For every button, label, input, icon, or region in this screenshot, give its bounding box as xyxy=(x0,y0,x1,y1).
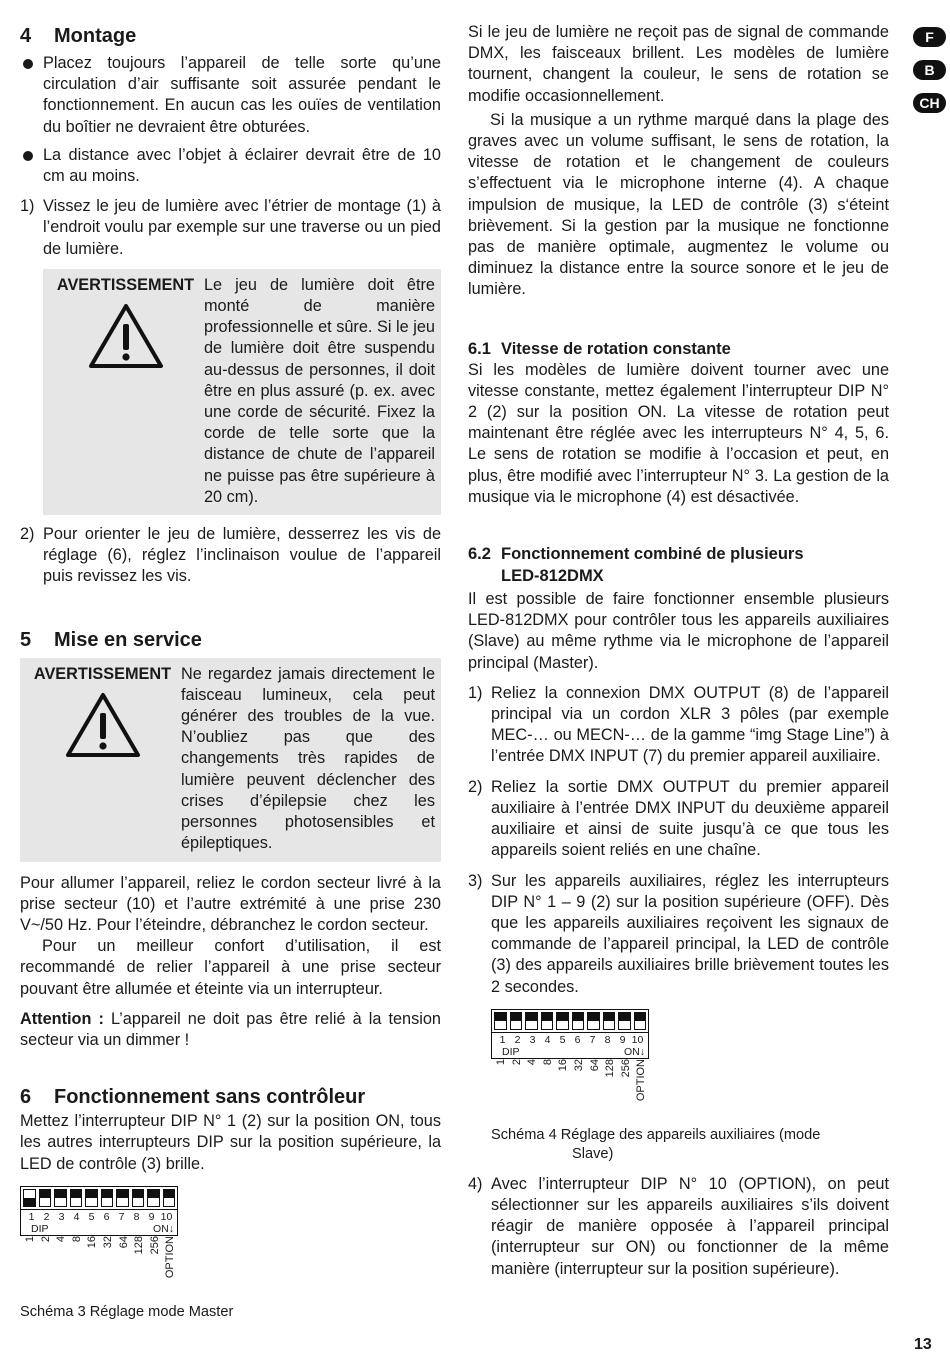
step-number: 2) xyxy=(20,525,35,544)
dip-switch-value: 8 xyxy=(541,1058,554,1065)
bullet-dot-icon xyxy=(20,53,43,138)
figure-caption: Schéma 3 Réglage mode Master xyxy=(20,1303,234,1320)
dip-switch-1 xyxy=(494,1012,507,1030)
bullet-text: Placez toujours l’appareil de telle sorte qu’une circulation d’air suffisante soit assurée pendant le fonctionnement. En aucun cas les ouïes de ventilation du boîtier ne devraient être obturées. xyxy=(43,54,441,136)
dip-switch-4 xyxy=(70,1189,83,1207)
dip-switch-value: 4 xyxy=(526,1058,539,1065)
dip-switch-7 xyxy=(116,1189,129,1207)
bullet-item xyxy=(20,145,441,187)
warning-label: AVERTISSEMENT xyxy=(33,664,172,683)
section-number: 5 xyxy=(20,628,32,651)
dip-switch-numbers xyxy=(20,1210,178,1223)
dip-switch-numbers xyxy=(491,1033,649,1046)
left-column xyxy=(20,22,441,1322)
dip-switch-value: OPTION xyxy=(164,1235,177,1278)
section-title: Fonctionnement sans contrôleur xyxy=(54,1086,366,1109)
subsection-title: Vitesse de rotation constante xyxy=(501,339,731,358)
attention-text: L’appareil ne doit pas être relié à la tension secteur via un dimmer ! xyxy=(20,1009,441,1049)
dip-switch-number: 2 xyxy=(43,1210,50,1223)
dip-switch-number: 6 xyxy=(103,1210,110,1223)
step-text: Pour orienter le jeu de lumière, desserrez les vis de réglage (6), réglez l’inclinaison voulue de l’appareil puis revissez les vis. xyxy=(43,525,441,586)
dip-label-row xyxy=(491,1046,649,1059)
dip-switch-6 xyxy=(101,1189,114,1207)
dip-switch-5 xyxy=(85,1189,98,1207)
paragraph: Si les modèles de lumière doivent tourner avec une vitesse constante, mettez également l’interrupteur DIP N° 2 (2) sur la position ON. La vitesse de rotation peut maintenant être réglée avec les interrupteurs N° 4, 5, 6. Le sens de rotation se modifie à l’occasion et peut, en plus, être modifié avec l’interrupteur N° 3. La gestion de la musique via le microphone (4) est désactivée. xyxy=(468,360,889,506)
on-direction-label: ON↓ xyxy=(624,1045,645,1058)
dip-switch-number: 4 xyxy=(544,1033,551,1046)
dip-switch-value: 8 xyxy=(70,1235,83,1242)
dip-label: DIP xyxy=(31,1222,49,1235)
dip-switch-3 xyxy=(525,1012,538,1030)
dip-switch-value: 2 xyxy=(510,1058,523,1065)
dip-switch-value: 32 xyxy=(573,1058,585,1071)
dip-switch-number: 9 xyxy=(619,1033,626,1046)
dip-switch-number: 3 xyxy=(529,1033,536,1046)
dip-switch-3 xyxy=(54,1189,67,1207)
dip-switch-value: 32 xyxy=(102,1235,114,1248)
step-item xyxy=(20,196,441,260)
dip-switch-9 xyxy=(618,1012,631,1030)
dip-switch-diagram-slave xyxy=(491,1009,651,1116)
dip-switch-number: 6 xyxy=(574,1033,581,1046)
section-6-heading xyxy=(20,1083,441,1111)
step-text: Vissez le jeu de lumière avec l’étrier de montage (1) à l’endroit voulu par exemple sur une traverse ou un pied de lumière. xyxy=(43,197,441,258)
dip-switch-9 xyxy=(147,1189,160,1207)
warning-text: Ne regardez jamais directement le faisceau lumineux, cela peut générer des troubles de la vue. N’oubliez pas que des changements très rapides de lumière peuvent déclencher des crises d’épilepsie chez les personnes photosensibles et épileptiques. xyxy=(181,664,435,853)
dip-switch-value: 128 xyxy=(604,1058,617,1078)
warning-box xyxy=(20,658,441,862)
step-number: 1) xyxy=(20,197,35,216)
section-5-heading xyxy=(20,626,441,654)
dip-switch-value: 256 xyxy=(619,1058,632,1078)
step-item xyxy=(20,524,441,588)
dip-switch-number: 10 xyxy=(631,1033,644,1046)
dip-switch-row xyxy=(491,1009,649,1033)
dip-switch-number: 4 xyxy=(73,1210,80,1223)
dip-label: DIP xyxy=(502,1045,520,1058)
dip-switch-1 xyxy=(23,1189,36,1207)
dip-switch-8 xyxy=(603,1012,616,1030)
warning-triangle-icon xyxy=(64,691,142,759)
language-tab-f: F xyxy=(913,27,946,47)
dip-switch-value: 1 xyxy=(495,1058,507,1065)
dip-switch-number: 10 xyxy=(160,1210,173,1223)
section-title: Mise en service xyxy=(54,628,202,651)
step-item xyxy=(468,871,889,998)
paragraph: Si la musique a un rythme marqué dans la plage des graves avec un volume suffisant, le sens de rotation, la vitesse de rotation et le changement de couleurs s’effectuent via le microphone interne (4). A chaque impulsion de musique, la LED de contrôle (3) s‘éteint brièvement. Si la gestion par la musique ne fonctionne pas de manière optimale, augmentez le volume ou diminuez la distance entre la source sonore et le jeu de lumière. xyxy=(468,110,889,299)
dip-switch-value: 2 xyxy=(39,1235,52,1242)
dip-switch-value: 1 xyxy=(24,1235,36,1242)
section-number: 4 xyxy=(20,25,32,47)
step-item xyxy=(468,1174,889,1280)
dip-switch-value: 16 xyxy=(86,1235,99,1248)
step-number: 1) xyxy=(468,683,483,702)
subsection-title xyxy=(501,543,804,587)
dip-switch-number: 1 xyxy=(499,1033,506,1046)
step-item xyxy=(468,683,889,768)
dip-label-row xyxy=(20,1223,178,1236)
page-number: 13 xyxy=(914,1336,932,1353)
dip-switch-number: 9 xyxy=(148,1210,155,1223)
dip-switch-diagram-master xyxy=(20,1186,180,1293)
dip-switch-values xyxy=(20,1236,178,1296)
figure-caption xyxy=(491,1126,889,1164)
subsection-6-1-heading xyxy=(468,338,889,360)
warning-text: Le jeu de lumière doit être monté de manière professionnelle et sûre. Si le jeu de lumière doit être suspendu au-dessus de personnes, il doit être en plus assuré (p. ex. avec une corde de sécurité. Fixez la corde de telle sorte que la distance de chute de l’appareil ne puisse pas être supérieure à 20 cm). xyxy=(204,275,435,506)
paragraph: Pour un meilleur confort d’utilisation, il est recommandé de relier l’appareil à une prise secteur pouvant être allumée et éteinte via un interrupteur. xyxy=(20,937,441,998)
step-number: 3) xyxy=(468,871,483,890)
dip-switch-value: 4 xyxy=(55,1235,68,1242)
dip-switch-value: 16 xyxy=(557,1058,570,1071)
section-title: Montage xyxy=(54,25,137,47)
step-text: Sur les appareils auxiliaires, réglez les interrupteurs DIP N° 1 – 9 (2) sur la position supérieure (OFF). Dès que les appareils auxiliaires reçoivent les signaux de commande de l’appareil principal, la LED de contrôle (3) des appareils auxiliaires brille brièvement toutes les 2 secondes. xyxy=(491,871,889,996)
figure-caption-line: Slave) xyxy=(572,1145,614,1162)
bullet-dot-icon xyxy=(20,145,43,187)
dip-switch-number: 7 xyxy=(118,1210,125,1223)
dip-switch-6 xyxy=(572,1012,585,1030)
dip-switch-number: 5 xyxy=(88,1210,95,1223)
dip-switch-number: 1 xyxy=(28,1210,35,1223)
dip-switch-number: 8 xyxy=(133,1210,140,1223)
language-tab-b: B xyxy=(913,60,946,80)
warning-triangle-icon xyxy=(87,302,165,370)
dip-switch-7 xyxy=(587,1012,600,1030)
step-number: 4) xyxy=(468,1174,483,1193)
dip-switch-number: 8 xyxy=(604,1033,611,1046)
dip-switch-2 xyxy=(510,1012,523,1030)
dip-switch-2 xyxy=(39,1189,52,1207)
language-tab-ch: CH xyxy=(913,93,946,113)
dip-switch-number: 7 xyxy=(589,1033,596,1046)
paragraph: Mettez l’interrupteur DIP N° 1 (2) sur la position ON, tous les autres interrupteurs DIP sur la position supérieure, la LED de contrôle (3) brille. xyxy=(20,1112,441,1173)
dip-switch-10 xyxy=(634,1012,647,1030)
subsection-6-2-heading xyxy=(468,543,889,587)
step-number: 2) xyxy=(468,777,483,796)
step-text: Reliez la sortie DMX OUTPUT du premier appareil auxiliaire à l’entrée DMX INPUT du deuxième appareil auxiliaire et ainsi de suite jusqu’à ce que tous les appareils soient reliés en une chaîne. xyxy=(491,777,889,860)
dip-switch-value: 128 xyxy=(133,1235,146,1255)
paragraph: Pour allumer l’appareil, reliez le cordon secteur livré à la prise secteur (10) et l’autre extrémité à une prise 230 V~/50 Hz. Pour l’éteindre, débranchez le cordon secteur. xyxy=(20,873,441,934)
dip-switch-value: 64 xyxy=(117,1235,130,1248)
attention-label: Attention : xyxy=(20,1009,104,1028)
warning-label: AVERTISSEMENT xyxy=(56,275,195,294)
subsection-number: 6.2 xyxy=(468,545,491,564)
paragraph: Si le jeu de lumière ne reçoit pas de signal de commande DMX, les faisceaux brillent. Les modèles de lumière tournent, changent la couleur, le sens de rotation se modifie occasionnellement. xyxy=(468,23,889,105)
section-4-heading xyxy=(20,22,441,50)
attention-note xyxy=(20,1009,441,1051)
bullet-item xyxy=(20,53,441,138)
paragraph: Il est possible de faire fonctionner ensemble plusieurs LED-812DMX pour contrôler tous les appareils auxiliaires (Slave) au même rythme via le microphone de l’appareil principal (Master). xyxy=(468,590,889,672)
dip-switch-value: OPTION xyxy=(635,1058,648,1101)
dip-switch-row xyxy=(20,1186,178,1210)
subsection-title-line: Fonctionnement combiné de plusieurs xyxy=(501,545,804,564)
section-number: 6 xyxy=(20,1086,32,1109)
dip-switch-values xyxy=(491,1059,649,1119)
bullet-text: La distance avec l’objet à éclairer devrait être de 10 cm au moins. xyxy=(43,145,441,186)
figure-caption-line: Schéma 4 Réglage des appareils auxiliaires (mode xyxy=(491,1126,821,1143)
warning-box xyxy=(43,269,441,515)
dip-switch-number: 3 xyxy=(58,1210,65,1223)
subsection-number: 6.1 xyxy=(468,339,491,358)
dip-switch-number: 2 xyxy=(514,1033,521,1046)
step-text: Avec l’interrupteur DIP N° 10 (OPTION), on peut sélectionner sur les appareils auxiliaires s’ils doivent réagir de manière opposée à l’appareil principal (interrupteur sur ON) ou fonctionner de la même manière (interrupteur sur la position supérieure). xyxy=(491,1174,889,1278)
step-item xyxy=(468,777,889,862)
dip-switch-value: 64 xyxy=(588,1058,601,1071)
right-column xyxy=(468,22,889,1280)
dip-switch-4 xyxy=(541,1012,554,1030)
step-text: Reliez la connexion DMX OUTPUT (8) de l’appareil principal via un cordon XLR 3 pôles (par exemple MEC-… ou MECN-… de la gamme “img Stage Line”) à l’entrée DMX INPUT (7) du premier appareil auxiliaire. xyxy=(491,683,889,766)
dip-switch-value: 256 xyxy=(148,1235,161,1255)
dip-switch-8 xyxy=(132,1189,145,1207)
on-direction-label: ON↓ xyxy=(153,1222,174,1235)
dip-switch-number: 5 xyxy=(559,1033,566,1046)
dip-switch-5 xyxy=(556,1012,569,1030)
dip-switch-10 xyxy=(163,1189,176,1207)
subsection-title-line: LED-812DMX xyxy=(501,567,604,586)
